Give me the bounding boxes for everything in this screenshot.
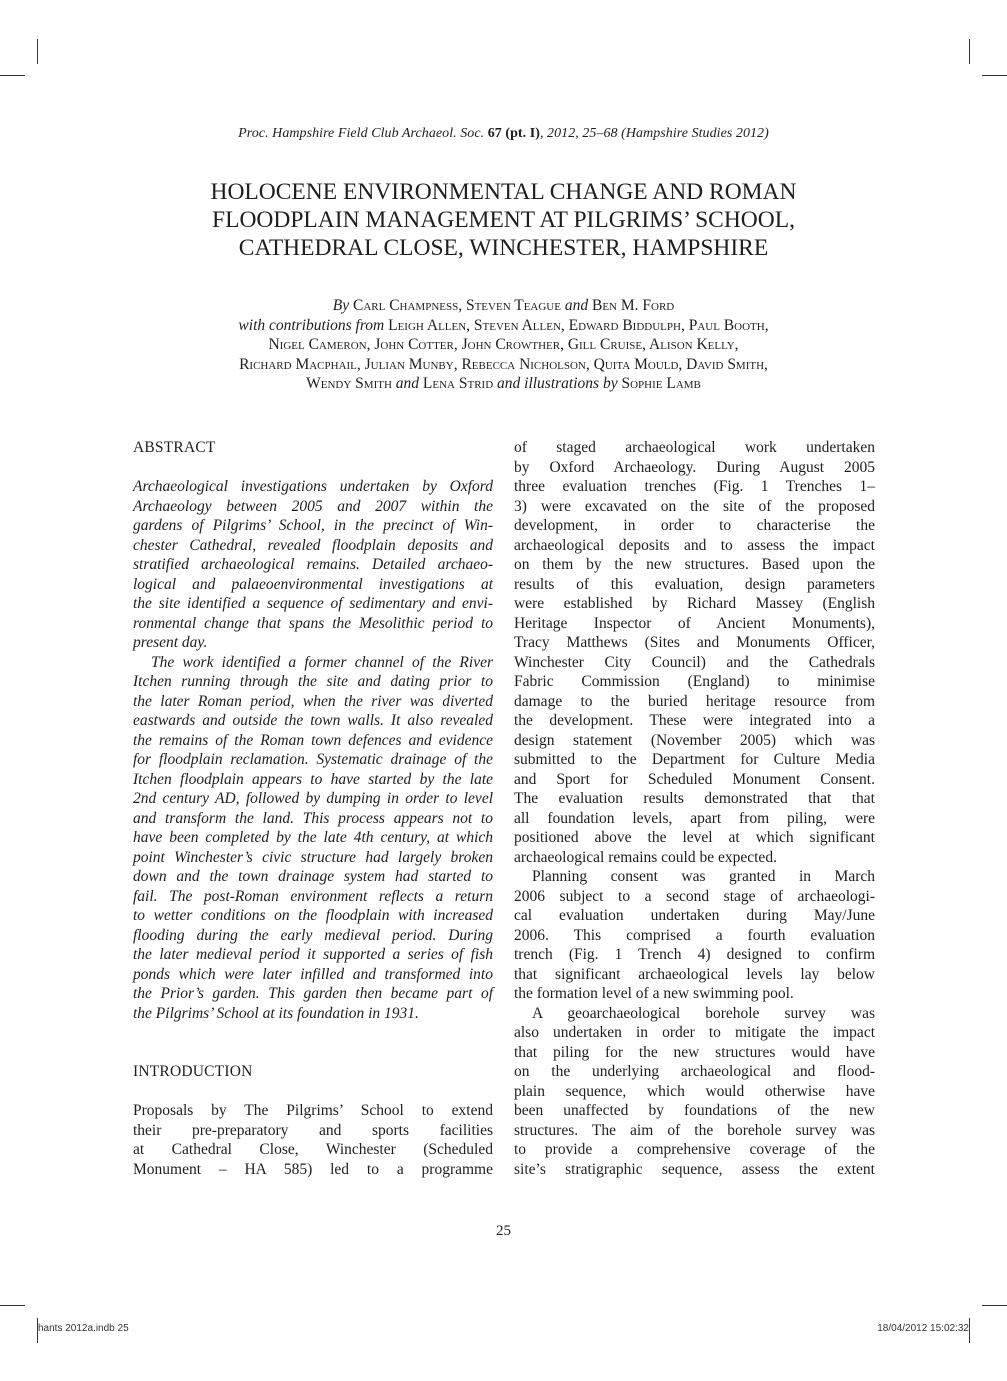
text-line: their pre-preparatory and sports facilities [133,1121,493,1139]
text-line: point Winchester’s civic structure had largely broken [133,848,493,866]
crop-mark [969,39,970,64]
text-line: structures. The aim of the borehole survey was [514,1121,875,1139]
text-line: that piling for the new structures would have [514,1043,875,1061]
body-paragraph [514,438,875,867]
text-line: present day. [133,634,208,651]
text-line: been unaffected by foundations of the new [514,1102,875,1119]
text-line: three evaluation trenches (Fig. 1 Trenches 1– [514,478,875,495]
text-line: A geoarchaeological borehole survey was [532,1004,875,1022]
text-line: also undertaken in order to mitigate the impact [514,1024,875,1041]
text-line: have been completed by the late 4th century, at which [133,829,493,846]
text-line: Archaeology between 2005 and 2007 within the [133,497,493,515]
text-line: Monument – HA 585) led to a programme [133,1160,493,1178]
text-line: stratified archaeological remains. Detailed archaeo- [133,556,493,573]
contributor: Wendy Smith [306,375,392,392]
text-line: fail. The post-Roman environment reflects a return [133,887,493,905]
text-line: submitted to the Department for Culture Media [514,751,875,768]
text-line: eastwards and outside the town walls. It also revealed [133,712,493,729]
text-line: all foundation levels, apart from piling, were [514,809,875,827]
text-line: ponds which were later infilled and transformed into [133,965,493,983]
illustrator: Sophie Lamb [621,375,701,392]
text-line: trench (Fig. 1 Trench 4) designed to confirm [514,946,875,963]
crop-mark [37,39,38,64]
illustrations-intro: and illustrations by [497,375,618,392]
text-line: the remains of the Roman town defences and evidence [133,731,493,749]
text-line: 2006. This comprised a fourth evaluation [514,926,875,944]
text-line: the later Roman period, when the river was diverted [133,692,493,710]
body-paragraph [514,867,875,1004]
text-line: 2006 subject to a second stage of archaeologi- [514,887,875,905]
article-title [140,178,867,262]
text-line: archaeological deposits and to assess the impact [514,536,875,554]
and-label: and [564,297,589,314]
text-line: on them by the new structures. Based upon the [514,556,875,573]
text-line: the development. These were integrated into a [514,712,875,729]
text-line: were established by Richard Massey (English [514,595,875,612]
left-column [133,438,493,1179]
text-line: Planning consent was granted in March [532,868,875,885]
text-line: and transform the land. This process appears not to [133,809,493,827]
text-line: 2nd century AD, followed by dumping in order to level [133,790,493,807]
text-line: results of this evaluation, design parameters [514,575,875,593]
text-line: design statement (November 2005) which was [514,731,875,749]
text-line: down and the town drainage system had started to [133,868,493,885]
text-line: to wetter conditions on the floodplain with increased [133,907,493,924]
authors-main: Carl Champness, Steven Teague [352,297,561,314]
text-line: gardens of Pilgrims’ School, in the precinct of Win- [133,517,493,534]
text-line: at Cathedral Close, Winchester (Scheduled [133,1141,493,1158]
text-line: the formation level of a new swimming pool. [514,985,794,1002]
text-line: archaeological remains could be expected. [514,848,777,866]
page-number: 25 [496,1223,511,1239]
text-line: The evaluation results demonstrated that that [514,790,875,807]
right-column [514,438,875,1179]
title-line: FLOODPLAIN MANAGEMENT AT PILGRIMS’ SCHOOL, [212,207,795,233]
abstract-paragraph [133,477,493,653]
contributors: Leigh Allen, Steven Allen, Edward Biddulph, Paul Booth, [388,316,769,334]
journal-volume: 67 (pt. I) [487,126,540,141]
text-line: chester Cathedral, revealed floodplain deposits and [133,536,493,554]
slug-timestamp: 18/04/2012 15:02:32 [877,1323,969,1334]
contrib-intro: with contributions from [238,316,385,334]
text-line: flooding during the early medieval period. During [133,926,493,944]
text-line: Proposals by The Pilgrims’ School to extend [133,1102,493,1119]
by-label: By [332,297,350,314]
introduction-heading: INTRODUCTION [133,1063,253,1080]
journal-name: Proc. Hampshire Field Club Archaeol. Soc. [238,126,485,141]
text-line: the Pilgrims’ School at its foundation in 1931. [133,1004,419,1022]
crop-mark [969,1318,970,1343]
contributor: Lena Strid [422,375,494,392]
text-line: site’s stratigraphic sequence, assess the extent [514,1160,875,1178]
byline [100,296,907,394]
text-line: ronmental change that spans the Mesolithic period to [133,614,493,632]
text-line: the later medieval period it supported a series of fish [133,946,493,963]
author-last: Ben M. Ford [591,297,675,314]
title-line: HOLOCENE ENVIRONMENTAL CHANGE AND ROMAN [210,179,797,205]
text-line: Winchester City Council) and the Cathedrals [514,653,875,671]
text-line: positioned above the level at which significant [514,829,875,846]
introduction-paragraph [133,1101,493,1179]
text-line: Fabric Commission (England) to minimise [514,673,875,690]
crop-mark [982,75,1007,76]
slug-file: hants 2012a.indb 25 [38,1323,129,1334]
text-line: Heritage Inspector of Ancient Monuments), [514,614,875,632]
text-line: of staged archaeological work undertaken [514,439,875,456]
text-line: damage to the buried heritage resource from [514,692,875,710]
text-line: the Prior’s garden. This garden then became part of [133,985,493,1002]
text-line: cal evaluation undertaken during May/June [514,907,875,924]
text-line: Itchen floodplain appears to have started by the late [133,770,493,788]
text-line: The work identified a former channel of the River [151,653,493,671]
text-line: to provide a comprehensive coverage of the [514,1141,875,1158]
contributors: Richard Macphail, Julian Munby, Rebecca Nicholson, Quita Mould, David Smith, [239,355,768,373]
abstract-heading: ABSTRACT [133,439,216,456]
text-line: Itchen running through the site and dating prior to [133,673,493,690]
crop-mark [0,75,25,76]
and-label: and [395,375,420,392]
text-line: that significant archaeological levels lay below [514,965,875,983]
journal-details: , 2012, 25–68 (Hampshire Studies 2012) [539,126,769,141]
body-paragraph [514,1004,875,1180]
text-line: the site identified a sequence of sedimentary and envi- [133,595,493,612]
running-head [0,126,1007,142]
text-line: plain sequence, which would otherwise have [514,1082,875,1100]
title-line: CATHEDRAL CLOSE, WINCHESTER, HAMPSHIRE [238,235,769,261]
text-line: development, in order to characterise the [514,517,875,534]
text-line: 3) were excavated on the site of the proposed [514,497,875,515]
contributors: Nigel Cameron, John Cotter, John Crowther, Gill Cruise, Alison Kelly, [268,336,739,353]
text-line: on the underlying archaeological and flood- [514,1063,875,1080]
text-line: and Sport for Scheduled Monument Consent. [514,770,875,788]
text-line: by Oxford Archaeology. During August 2005 [514,458,875,476]
text-line: for floodplain reclamation. Systematic drainage of the [133,751,493,768]
abstract-paragraph [133,653,493,1024]
text-line: Tracy Matthews (Sites and Monuments Officer, [514,634,875,651]
crop-mark [982,1305,1007,1306]
crop-mark [0,1305,25,1306]
text-line: logical and palaeoenvironmental investigations at [133,575,493,593]
text-line: Archaeological investigations undertaken by Oxford [133,478,493,495]
